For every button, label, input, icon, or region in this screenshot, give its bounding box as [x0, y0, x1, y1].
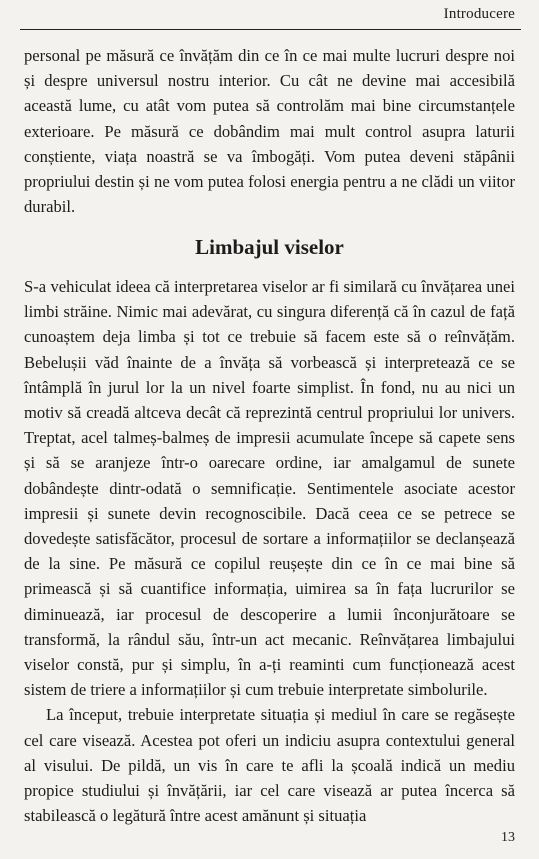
- header-rule: [20, 29, 521, 30]
- section-body: [24, 274, 515, 828]
- intro-text: [24, 43, 515, 219]
- running-header: Introducere: [443, 6, 515, 22]
- intro-paragraph: personal pe măsură ce învățăm din ce în ce mai multe lucruri despre noi și despre universul nostru interior. Cu cât ne devine mai accesibilă această lume, cu atât vom putea să controlăm mai bine circumstanțele exterioare. Pe măsură ce dobândim mai mult control asupra laturii conștiente, viața noastră se va îmbogăți. Vom putea deveni stăpânii propriului destin și ne vom putea folosi energia pentru a ne clădi un viitor durabil.: [24, 46, 515, 217]
- page-number: 13: [501, 830, 515, 845]
- body-paragraph-1: S-a vehiculat ideea că interpretarea viselor ar fi similară cu învățarea unei limbi străine. Nimic mai adevărat, cu singura diferență că în cazul de față cunoaștem deja limba și tot ce trebuie să facem este să o reînvățăm. Bebelușii văd înainte de a învăța să vorbească și interpretează ce se întâmplă în jurul lor la un nivel foarte simplist. În fond, nu au nici un motiv să creadă altceva decât că reprezintă centrul propriului lor univers. Treptat, acel talmeș-balmeș de impresii acumulate începe să capete sens și să se aranjeze într-o oarecare ordine, iar amalgamul de sunete dobândește dintr-odată o semnificație. Sentimentele asociate acestor impresii și sunete devin recognoscibile. Dacă ceea ce se petrece se dovedește satisfăcător, procesul de sortare a informațiilor se declanșează de la sine. Pe măsură ce copilul reușește din ce în ce mai bine să primească și să cuantifice informația, uimirea sa în fața lucrurilor se diminuează, iar procesul de descoperire a lumii înconjurătoare se transformă, la rândul său, într-un act mecanic. Reînvățarea limbajului viselor constă, pur și simplu, în a-ți reaminti cum funcționează acest sistem de triere a informațiilor și cum trebuie interpretate simbolurile.: [24, 277, 515, 700]
- section-title: Limbajul viselor: [195, 235, 344, 259]
- body-paragraph-2: La început, trebuie interpretate situația și mediul în care se regăsește cel care visează. Acestea pot oferi un indiciu asupra contextului general al visului. De pildă, un vis în care te afli la școală indică un mediu propice studiului și învățării, iar cel care visează ar putea încerca să stabilească o legătură între acest amănunt și situația: [24, 705, 515, 826]
